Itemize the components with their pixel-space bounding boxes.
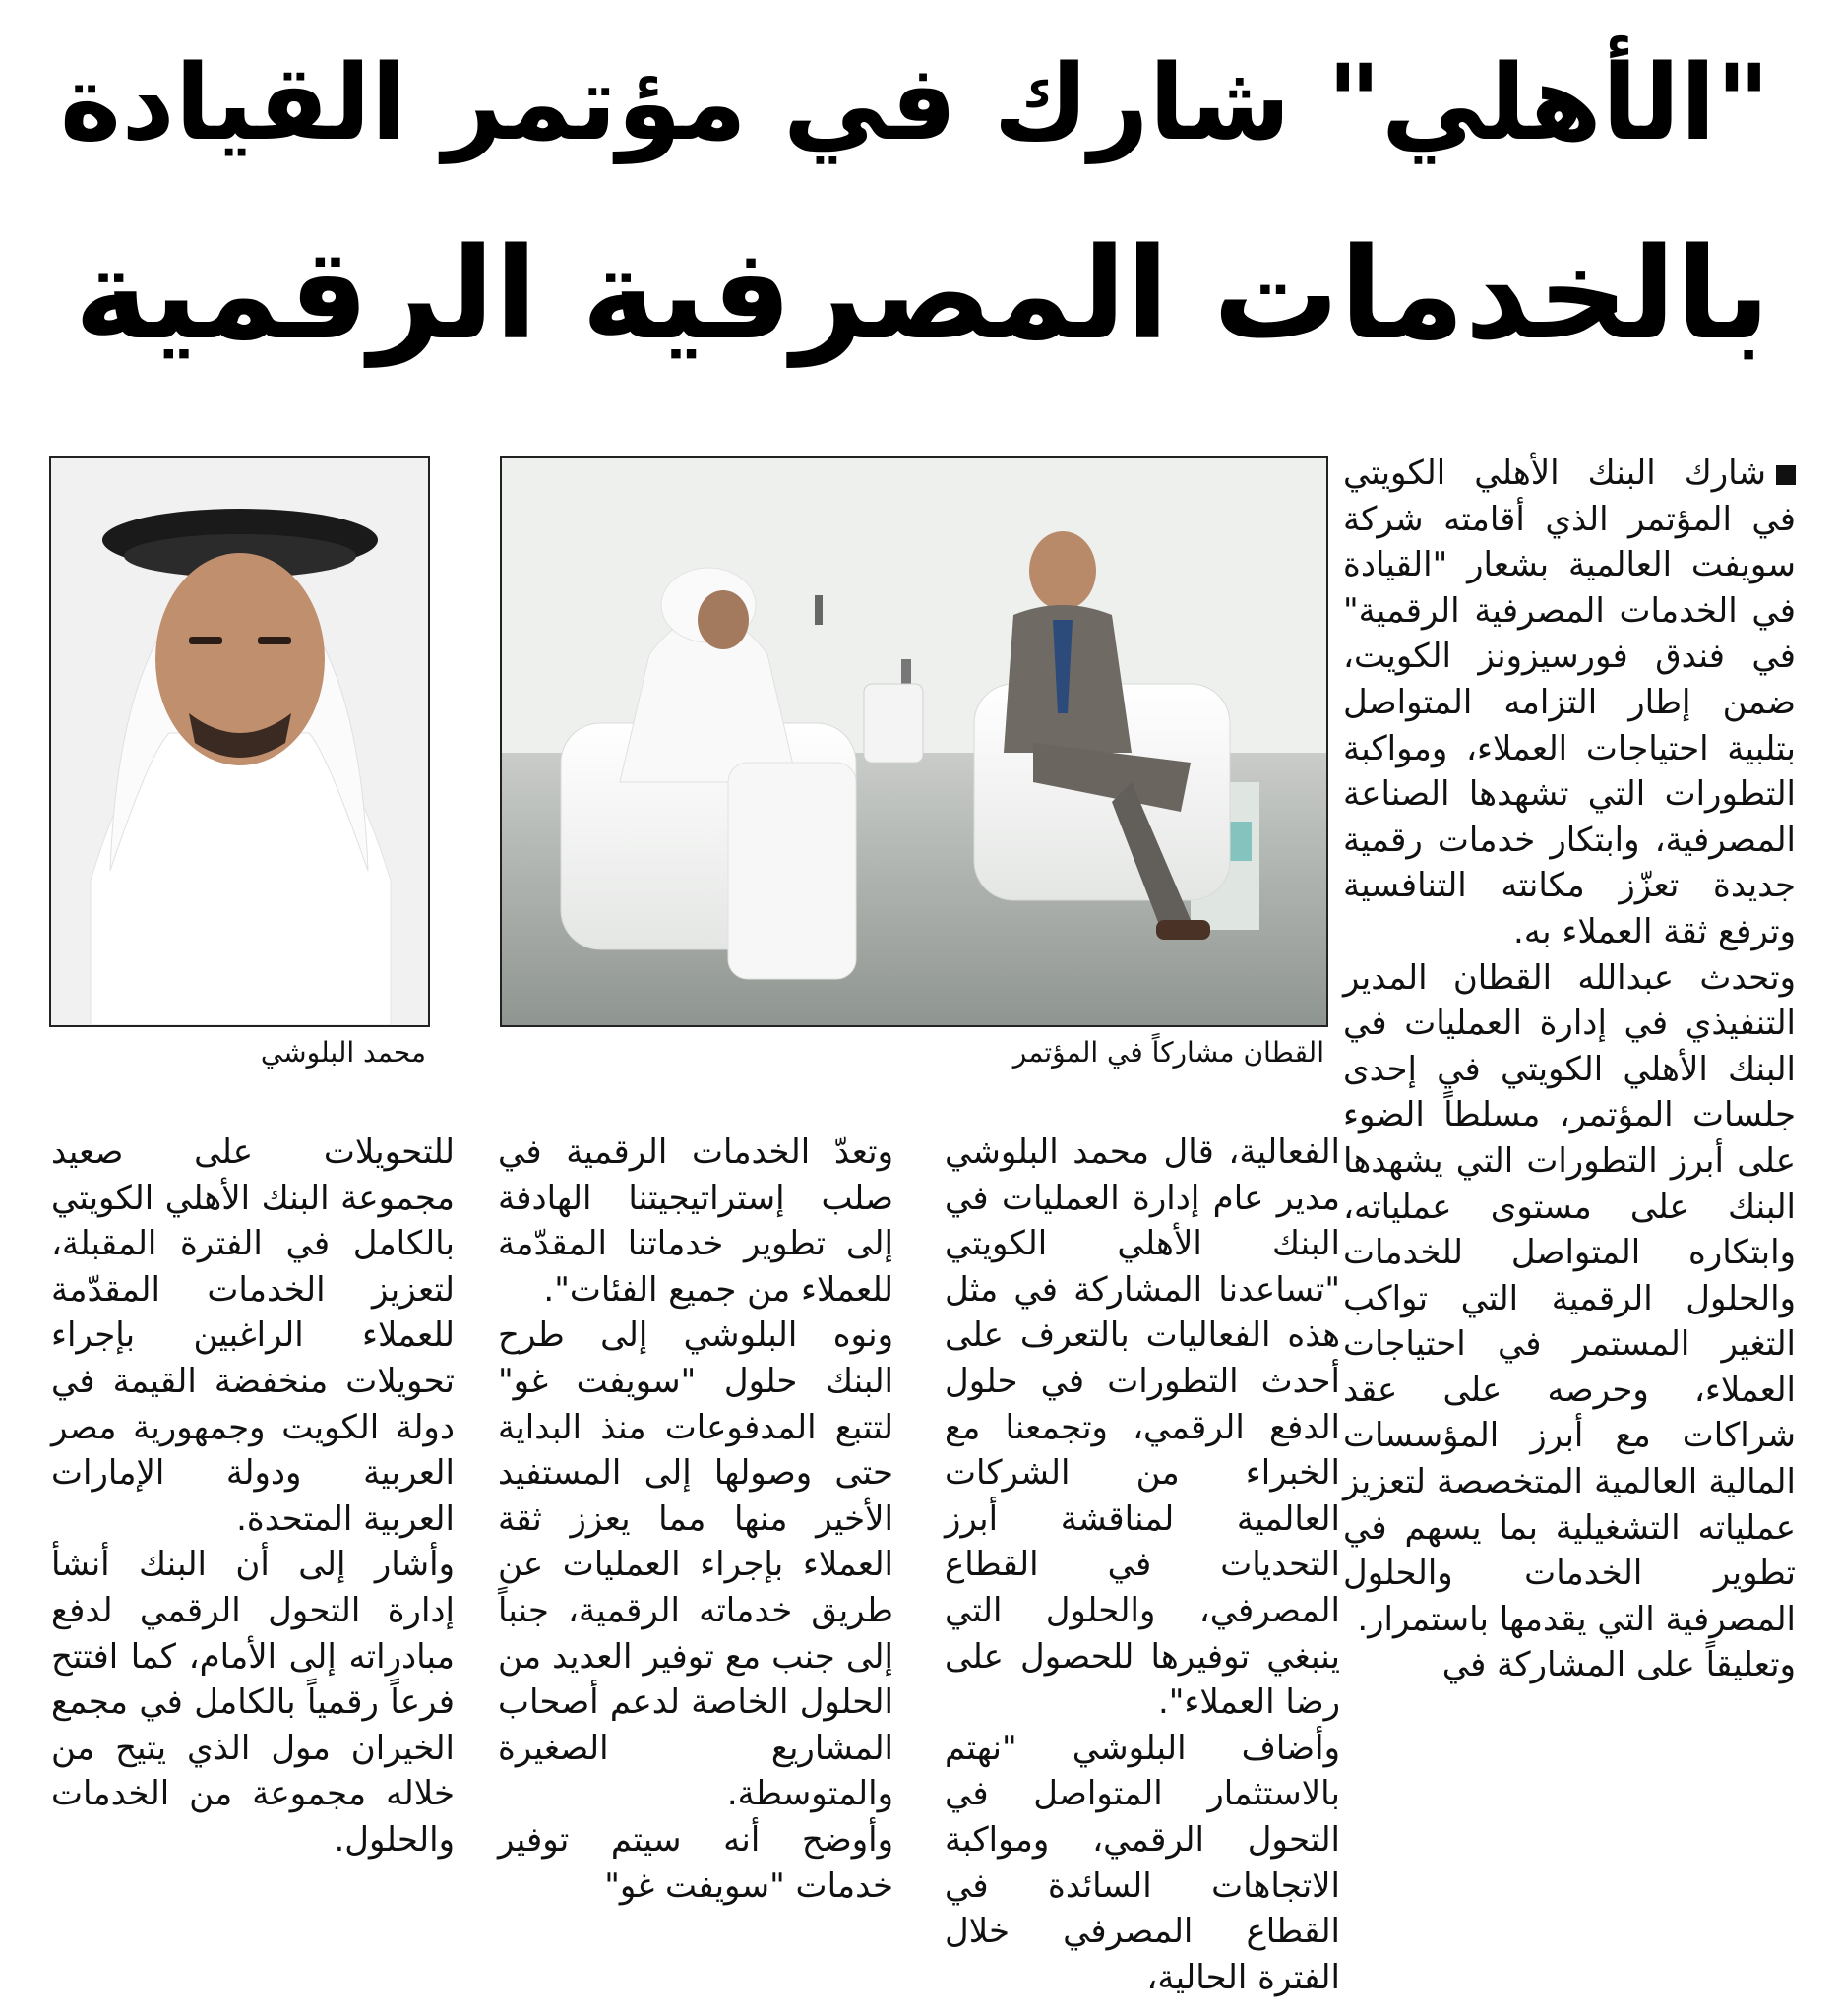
article-paragraph: الفعالية، قال محمد البلوشي مدير عام إدارة العمليات في البنك الأهلي الكويتي "تساعدنا المشاركة في مثل هذه الفعاليات بالتعرف على أحدث التطورات في حلول الدفع الرقمي، وتجمعنا مع الخبراء من الشركات العالمية لمناقشة أبرز التحديات في القطاع المصرفي، والحلول التي ينبغي توفيرها للحصول على رضا العملاء". [945, 1132, 1340, 1723]
portrait-photo [49, 456, 430, 1027]
square-bullet-icon [1776, 465, 1796, 485]
article-paragraph: وأضاف البلوشي "نهتم بالاستثمار المتواصل في التحول الرقمي، ومواكبة الاتجاهات السائدة في القطاع المصرفي خلال الفترة الحالية، [945, 1728, 1340, 1997]
article-paragraph: وتعدّ الخدمات الرقمية في صلب إستراتيجيتنا الهادفة إلى تطوير خدماتنا المقدّمة للعملاء من جميع الفئات". [498, 1132, 893, 1310]
article-column-1 [1343, 451, 1796, 1688]
portrait-photo-illustration [51, 458, 428, 1025]
event-photo-illustration [502, 458, 1326, 1025]
article-column-4 [51, 1130, 455, 1863]
article-paragraph: وأشار إلى أن البنك أنشأ إدارة التحول الرقمي لدفع مبادراته إلى الأمام، كما افتتح فرعاً رقمياً بالكامل في مجمع الخيران مول الذي يتيح من خلاله مجموعة من الخدمات والحلول. [51, 1545, 455, 1860]
event-photo [500, 456, 1328, 1027]
article-paragraph: وتحدث عبدالله القطان المدير التنفيذي في إدارة العمليات في البنك الأهلي الكويتي في إحدى جلسات المؤتمر، مسلطاً الضوء على أبرز التطورات التي يشهدها البنك على مستوى عملياته، وابتكاره المتواصل للخدمات والحلول الرقمية التي تواكب التغير المستمر في احتياجات العملاء، وحرصه على عقد شراكات مع أبرز المؤسسات المالية العالمية المتخصصة لتعزيز عملياته التشغيلية بما يسهم في تطوير الخدمات والحلول المصرفية التي يقدمها باستمرار. [1343, 957, 1796, 1639]
article-paragraph: ونوه البلوشي إلى طرح البنك حلول "سويفت غو" لتتبع المدفوعات منذ البداية حتى وصولها إلى المستفيد الأخير منها مما يعزز ثقة العملاء بإجراء العمليات عن طريق خدماته الرقمية، جنباً إلى جنب مع توفير العديد من الحلول الخاصة لدعم أصحاب المشاريع الصغيرة والمتوسطة. [498, 1315, 893, 1814]
article-paragraph: وتعليقاً على المشاركة في [1441, 1645, 1796, 1685]
event-photo-caption: القطان مشاركاً في المؤتمر [1012, 1036, 1324, 1069]
article-paragraph: شارك البنك الأهلي الكويتي في المؤتمر الذي أقامته شركة سويفت العالمية بشعار "القيادة في الخدمات المصرفية الرقمية" في فندق فورسيزونز الكويت، ضمن إطار التزامه المتواصل بتلبية احتياجات العملاء، ومواكبة التطورات التي تشهدها الصناعة المصرفية، وابتكار خدمات رقمية جديدة تعزّز مكانته التنافسية وترفع ثقة العملاء به. [1343, 454, 1796, 951]
article-column-3 [498, 1130, 893, 1909]
headline-line-1: "الأهلي" شارك في مؤتمر القيادة [59, 42, 1770, 163]
portrait-photo-caption: محمد البلوشي [260, 1036, 426, 1069]
article-paragraph: للتحويلات على صعيد مجموعة البنك الأهلي الكويتي بالكامل في الفترة المقبلة، لتعزيز الخدمات المقدّمة للعملاء الراغبين بإجراء تحويلات منخفضة القيمة في دولة الكويت وجمهورية مصر العربية ودولة الإمارات العربية المتحدة. [51, 1132, 455, 1539]
article-paragraph: وأوضح أنه سيتم توفير خدمات "سويفت غو" [498, 1819, 893, 1906]
headline-line-2: بالخدمات المصرفية الرقمية [74, 221, 1770, 368]
article-column-2 [945, 1130, 1340, 2000]
